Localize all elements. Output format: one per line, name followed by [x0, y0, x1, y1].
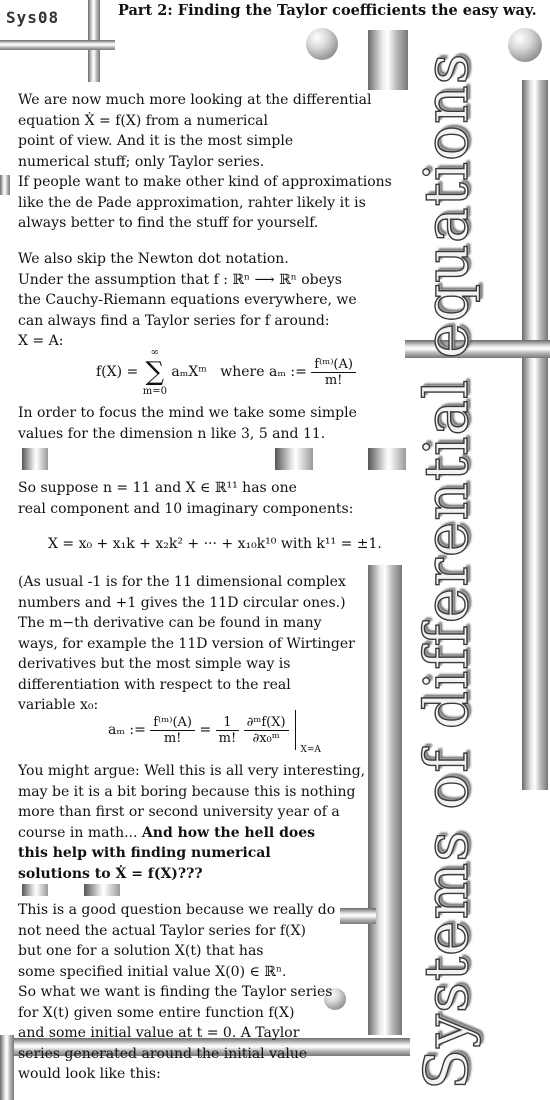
formula-components: X = x₀ + x₁k + x₂k² + ··· + x₁₀k¹⁰ with k¹¹ = ±1. [48, 536, 382, 552]
fraction: $\frac{\text{f⁽ᵐ⁾(A)}}{m!}$ [311, 357, 356, 388]
decor-bar-top-mid [368, 30, 408, 90]
decor-chip [22, 884, 48, 896]
formula-taylor-series: f(X) = ∞ ∑ m=0 aₘXᵐ where aₘ := $\frac{\text{f⁽ᵐ⁾(A)}}{m!}$ [96, 346, 356, 398]
decor-chip [84, 884, 120, 896]
paragraph-derivative: (As usual -1 is for the 11 dimensional complex numbers and +1 gives the 11D circular ones.) The m−th derivative can be found in many ways, for example the 11D version of Wirtinger derivatives but the most simple way is differentiation with respect to the real variable x₀: [18, 574, 355, 713]
summation-sign: ∞ ∑ m=0 [142, 347, 167, 397]
decor-bar-right-lower [522, 358, 548, 790]
decor-bar-right-upper [522, 80, 548, 345]
paragraph-dimension: In order to focus the mind we take some simple values for the dimension n like 3, 5 and 11. [18, 405, 357, 442]
decor-chip [368, 448, 406, 470]
decor-small-tab [340, 908, 376, 924]
formula-coefficient: aₘ := $\frac{\text{f⁽ᵐ⁾(A)}}{m!}$ = $\frac{1}{m!}$ $\frac{\text{∂ᵐf(X)}}{\text{∂x₀ᵐ}}$ $_{X=A}$ [108, 710, 321, 755]
decor-bar-bottom-right [368, 565, 402, 1035]
paragraph-intro: We are now much more looking at the differential equation Ẋ = f(X) from a numerical point of view. And it is the most simple numerical stuff; only Taylor series. If people want to make other kind of approximations like the de Pade approximation, rahter likely it is always better to find the stuff for yourself. [18, 92, 392, 231]
decor-bar-left-stub [0, 175, 10, 195]
decor-chip [22, 448, 48, 470]
evaluation-bar [295, 710, 296, 750]
decor-bar-top-left-horizontal [0, 40, 115, 50]
vertical-title: Systems of differential equations [412, 52, 482, 1090]
decor-bar-bottom-left [0, 1035, 14, 1100]
decor-ball [508, 28, 542, 62]
decor-chip [275, 448, 313, 470]
logo: Sys08 [6, 8, 60, 27]
decor-ball [306, 28, 338, 60]
paragraph-assumption: We also skip the Newton dot notation. Under the assumption that f : ℝⁿ ⟶ ℝⁿ obeys the Cauchy-Riemann equations everywhere, we can always find a Taylor series for f around: X = A: [18, 251, 357, 349]
fraction: $\frac{1}{m!}$ [216, 715, 240, 746]
paragraph-suppose: So suppose n = 11 and X ∈ ℝ¹¹ has one real component and 10 imaginary components: [18, 480, 354, 517]
page-title: Part 2: Finding the Taylor coefficients the easy way. [118, 2, 537, 19]
paragraph-argue: You might argue: Well this is all very interesting, may be it is a bit boring because this is nothing more than first or second university year of a course in math... And how the hell does this help with finding numerical solutions to Ẋ = f(X)??? [18, 763, 366, 882]
fraction: $\frac{\text{f⁽ᵐ⁾(A)}}{m!}$ [150, 715, 195, 746]
paragraph-question: This is a good question because we really do not need the actual Taylor series for f(X) but one for a solution X(t) that has some specified initial value X(0) ∈ ℝⁿ. So what we want is finding the Taylor series for X(t) given some entire function f(X) and some initial value at t = 0. A Taylor series generated around the initial value would look like this: [18, 902, 336, 1082]
fraction: $\frac{\text{∂ᵐf(X)}}{\text{∂x₀ᵐ}}$ [244, 715, 289, 746]
